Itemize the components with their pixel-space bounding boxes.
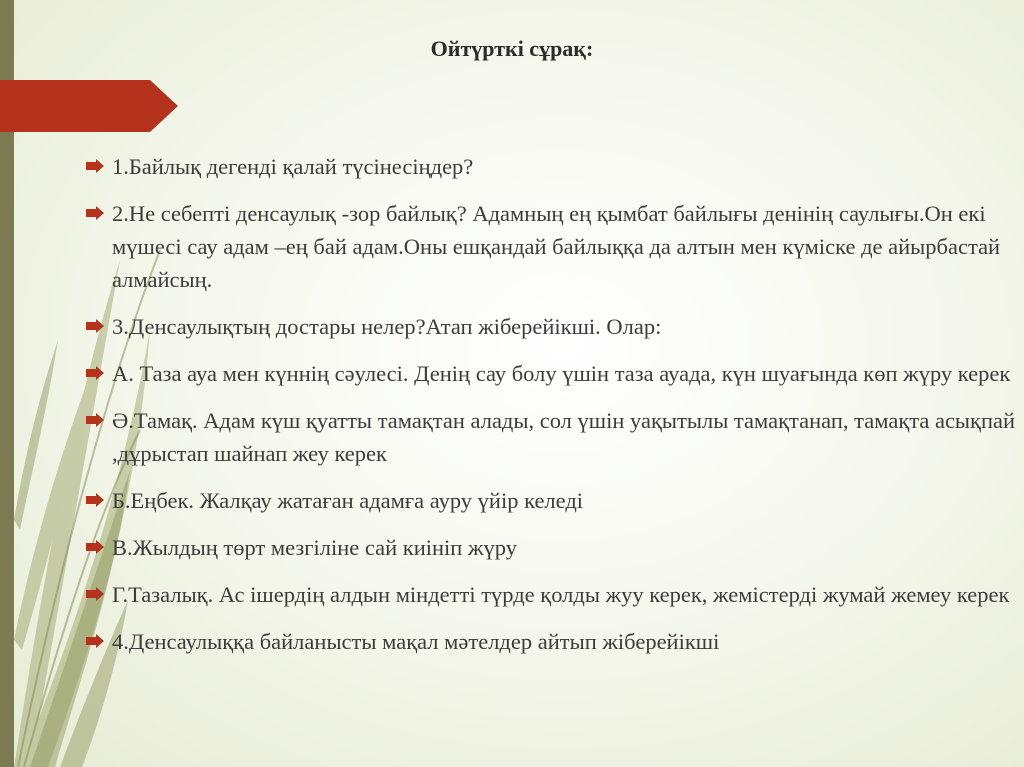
title-accent-arrow [0, 80, 178, 132]
arrow-bullet-icon [86, 587, 104, 601]
list-item-text: Б.Еңбек. Жалқау жатаған адамға ауру үйір келеді [112, 488, 584, 513]
arrow-bullet-icon [86, 206, 104, 220]
arrow-bullet-icon [86, 319, 104, 333]
list-item-text: А. Таза ауа мен күннің сәулесі. Денің сау болу үшін таза ауада, күн шуағында көп жүру керек [112, 361, 1011, 386]
list-item [86, 197, 1016, 296]
list-item [86, 357, 1016, 390]
bullet-list [86, 150, 1016, 672]
list-item [86, 578, 1016, 611]
arrow-bullet-icon [86, 413, 104, 427]
arrow-bullet-icon [86, 159, 104, 173]
arrow-bullet-icon [86, 540, 104, 554]
arrow-bullet-icon [86, 493, 104, 507]
arrow-bullet-icon [86, 634, 104, 648]
list-item-text: 3.Денсаулықтың достары нелер?Атап жіберейікші. Олар: [112, 314, 662, 339]
list-item [86, 404, 1016, 470]
list-item-text: 1.Байлық дегенді қалай түсінесіңдер? [112, 154, 474, 179]
list-item [86, 484, 1016, 517]
list-item-text: Г.Тазалық. Ас ішердің алдын міндетті түрде қолды жуу керек, жемістерді жумай жемеу керек [112, 582, 1010, 607]
list-item-text: Ә.Тамақ. Адам күш қуатты тамақтан алады, сол үшін уақытылы тамақтанап, тамақта асықпай ,дұрыстап шайнап жеу керек [112, 408, 1016, 466]
list-item [86, 310, 1016, 343]
list-item [86, 150, 1016, 183]
list-item-text: В.Жылдың төрт мезгіліне сай киініп жүру [112, 535, 517, 560]
arrow-bullet-icon [86, 366, 104, 380]
list-item [86, 531, 1016, 564]
slide-title: Ойтүрткі сұрақ: [430, 36, 594, 61]
list-item [86, 625, 1016, 658]
list-item-text: 4.Денсаулыққа байланысты мақал мәтелдер айтып жіберейікші [112, 629, 720, 654]
list-item-text: 2.Не себепті денсаулық -зор байлық? Адамның ең қымбат байлығы денінің саулығы.Он екі мүшесі сау адам –ең бай адам.Оны ешқандай байлыққа да алтын мен күміске де айырбастай алмайсың. [112, 201, 1001, 292]
